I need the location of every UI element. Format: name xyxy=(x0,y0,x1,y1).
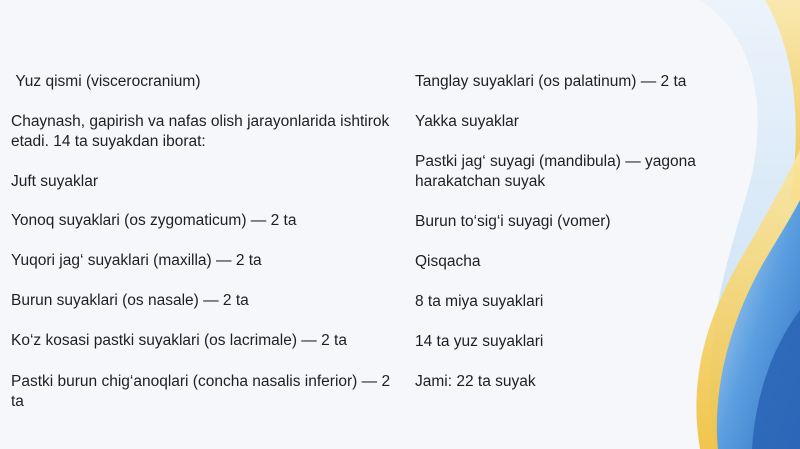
list-item: Yonoq suyaklari (os zygomaticum) — 2 ta xyxy=(11,212,297,229)
summary-item: 14 ta yuz suyaklari xyxy=(415,333,544,350)
list-item: Pastki jag‘ suyagi (mandibula) — yagona harakatchan suyak xyxy=(415,153,701,190)
list-item: Tanglay suyaklari (os palatinum) — 2 ta xyxy=(415,73,687,90)
summary-total: Jami: 22 ta suyak xyxy=(415,373,536,390)
subheading-paired-bones: Juft suyaklar xyxy=(11,173,99,190)
list-item: Ko‘z kosasi pastki suyaklari (os lacrimale) — 2 ta xyxy=(11,332,347,349)
list-item: Burun suyaklari (os nasale) — 2 ta xyxy=(11,292,249,309)
list-item: Yuqori jag‘ suyaklari (maxilla) — 2 ta xyxy=(11,252,262,269)
section-heading: Yuz qismi (viscerocranium) xyxy=(11,73,201,90)
subheading-single-bones: Yakka suyaklar xyxy=(415,113,519,130)
description-text: Chaynash, gapirish va nafas olish jarayonlarida ishtirok etadi. 14 ta suyakdan iborat: xyxy=(11,113,394,150)
list-item: Burun to‘sig‘i suyagi (vomer) xyxy=(415,213,611,230)
list-item: Pastki burun chig‘anoqlari (concha nasalis inferior) — 2 ta xyxy=(11,373,395,410)
subheading-summary: Qisqacha xyxy=(415,253,481,270)
summary-item: 8 ta miya suyaklari xyxy=(415,293,544,310)
